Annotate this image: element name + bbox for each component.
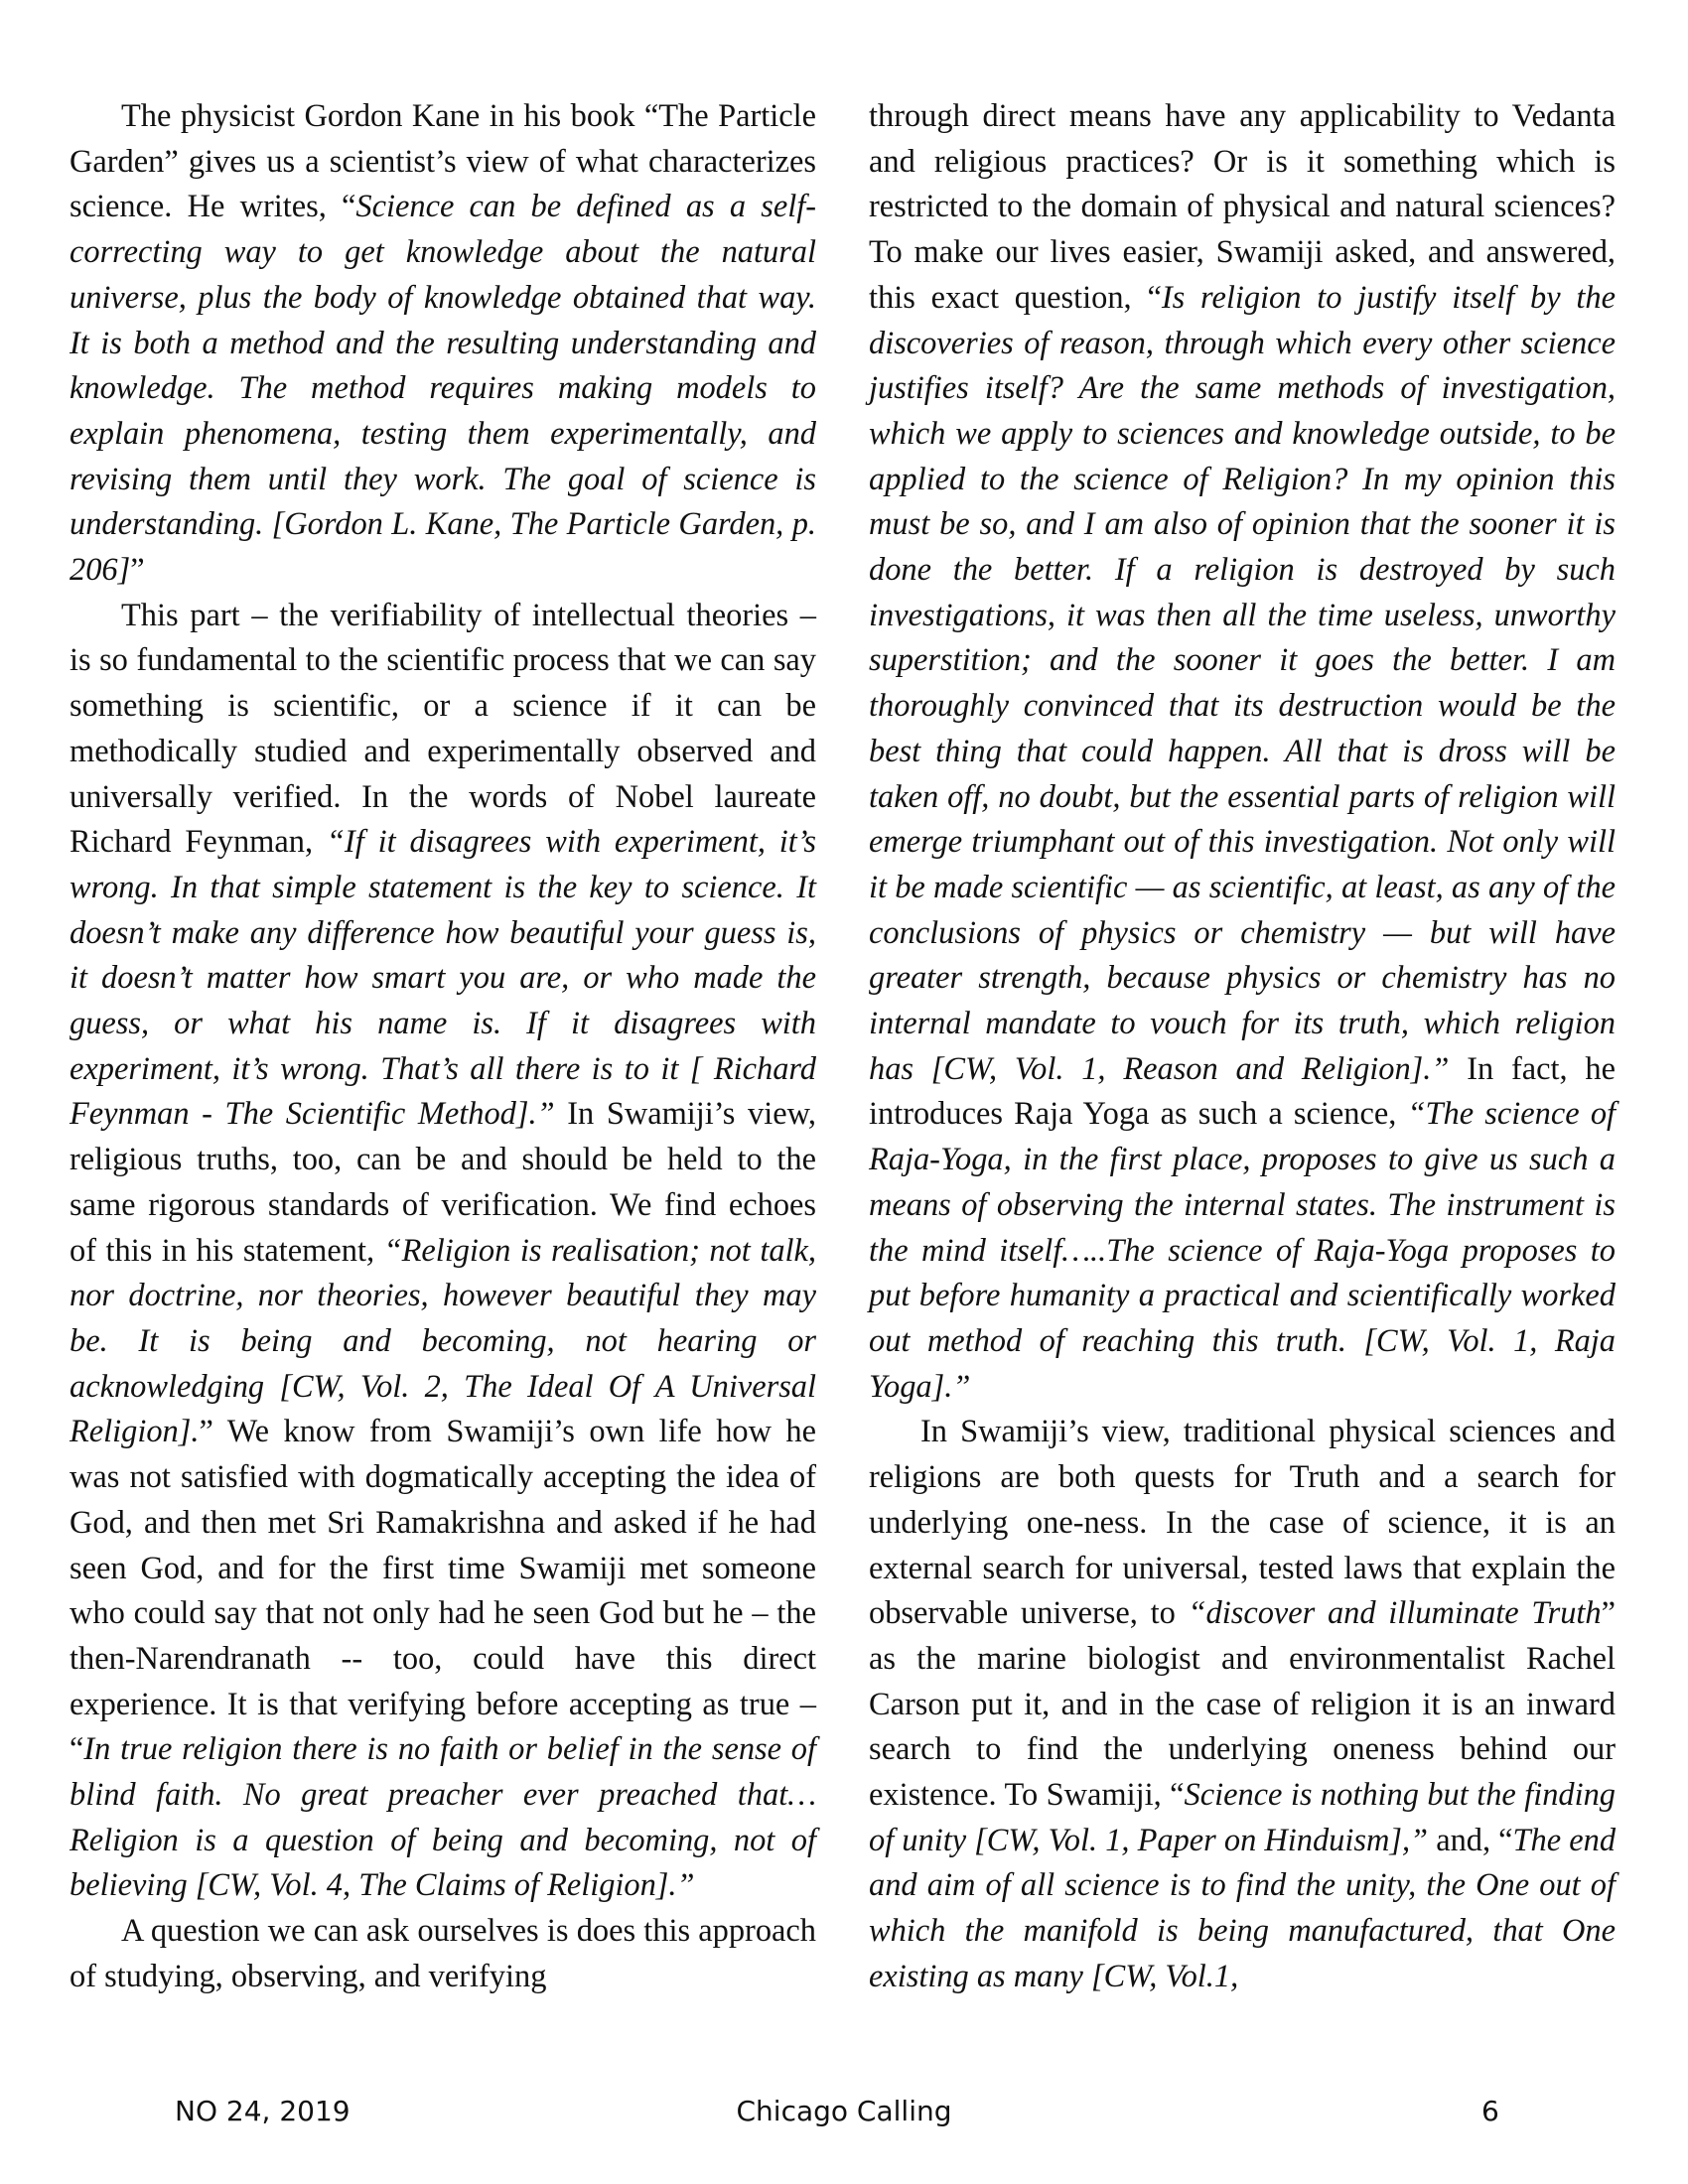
text-run: In fact, he introduces Raja Yoga as such a science, (869, 1050, 1617, 1133)
text-run: This part – the verifiability of intellectual theories – is so fundamental to the scientific process that we can say something is scientific, or a science if it can be methodically studied and experimentally observed and universally verified. In the words of Nobel laureate Richard Feynman, (70, 597, 816, 861)
publication-title: Chicago Calling (736, 2095, 952, 2127)
quote-run: The end and aim of all science is to find the unity, the One out of which the manifold is being manufactured, that One existing as many [CW, Vol.1, (869, 1822, 1617, 1994)
quote-run: Science can be defined as a self-correcting way to get knowledge about the natural universe, plus the body of knowledge obtained that way. It is both a method and the resulting understanding and knowledge. The method requires making models to explain phenomena, testing them experimentally, and revising them until they work. The goal of science is understanding. [Gordon L. Kane, The Particle Garden, p. 206] (70, 189, 816, 589)
right-column (869, 94, 1616, 2000)
paragraph (70, 94, 816, 594)
issue-date: NO 24, 2019 (175, 2095, 351, 2127)
text-run: ” (130, 552, 145, 589)
paragraph (70, 1909, 816, 1999)
quote-run: , “Religion is realisation; not talk, nor doctrine, nor theories, however beautiful they may be. It is being and becoming, not hearing or acknowledging [CW, Vol. 2, The Ideal Of A Universal Religion]. (70, 1232, 816, 1450)
text-run: A question we can ask ourselves is does this approach of studying, observing, and verifying (70, 1913, 816, 1994)
text-run: ” We know from Swamiji’s own life how he was not satisfied with dogmatically accepting the idea of God, and then met Sri Ramakrishna and asked if he had seen God, and for the first time Swamiji met someone who could say that not only had he seen God but he – the then-Narendranath -- too, could have this direct experience. It is that verifying before accepting as true – “ (70, 1414, 816, 1768)
paragraph (869, 94, 1616, 1410)
quote-run: “If it disagrees with experiment, it’s wrong. In that simple statement is the key to science. It doesn’t make any difference how beautiful your guess is, it doesn’t matter how smart you are, or who made the guess, or what his name is. If it disagrees with experiment, it’s wrong. That’s all there is to it [ Richard Feynman - The Scientific Method].” (70, 824, 816, 1133)
text-run: ” as the marine biologist and environmentalist Rachel Carson put it, and in the case of religion it is an inward search to find the underlying oneness behind our existence. To Swamiji, “ (869, 1595, 1616, 1814)
page-footer (0, 2095, 1688, 2134)
paragraph (70, 594, 816, 1909)
quote-run: In true religion there is no faith or belief in the sense of blind faith. No great preacher ever preached that… Religion is a question of being and becoming, not of believing [CW, Vol. 4, The Claims of Religion].” (70, 1731, 816, 1904)
text-run: and, “ (1428, 1822, 1513, 1858)
text-run: In Swamiji’s view, religious truths, too, can be and should be held to the same rigorous standards of verification. We find echoes of this in his statement (70, 1096, 816, 1269)
left-column (70, 94, 816, 2000)
quote-run: “discover and illuminate Truth (1188, 1595, 1602, 1632)
quote-run: “The science of Raja-Yoga, in the first place, proposes to give us such a means of observing the internal states. The instrument is the mind itself…..The science of Raja-Yoga proposes to put before humanity a practical and scientifically worked out method of reaching this truth. [CW, Vol. 1, Raja Yoga].” (869, 1096, 1617, 1405)
text-run: through direct means have any applicability to Vedanta and religious practices? Or is it something which is restricted to the domain of physical and natural sciences? To make our lives easier, Swamiji asked, and answered, this exact question, “ (869, 98, 1616, 316)
quote-run: Is religion to justify itself by the discoveries of reason, through which every other science justifies itself? Are the same methods of investigation, which we apply to sciences and knowledge outside, to be applied to the science of Religion? In my opinion this must be so, and I am also of opinion that the sooner it is done the better. If a religion is destroyed by such investigations, it was then all the time useless, unworthy superstition; and the sooner it goes the better. I am thoroughly convinced that its destruction would be the best thing that could happen. All that is dross will be taken off, no doubt, but the essential parts of religion will emerge triumphant out of this investigation. Not only will it be made scientific — as scientific, at least, as any of the conclusions of physics or chemistry — but will have greater strength, because physics or chemistry has no internal mandate to vouch for its truth, which religion has [CW, Vol. 1, Reason and Religion].” (869, 279, 1616, 1087)
paragraph (869, 1410, 1616, 1999)
quote-run: Science is nothing but the finding of unity [CW, Vol. 1, Paper on Hinduism],” (869, 1777, 1616, 1858)
text-run: In Swamiji’s view, traditional physical sciences and religions are both quests for Truth and a search for underlying one-ness. In the case of science, it is an external search for universal, tested laws that explain the observable universe, to (869, 1414, 1616, 1632)
text-run: The physicist Gordon Kane in his book “The Particle Garden” gives us a scientist’s view of what characterizes science. He writes, “ (70, 98, 816, 225)
page-number: 6 (1481, 2095, 1499, 2127)
